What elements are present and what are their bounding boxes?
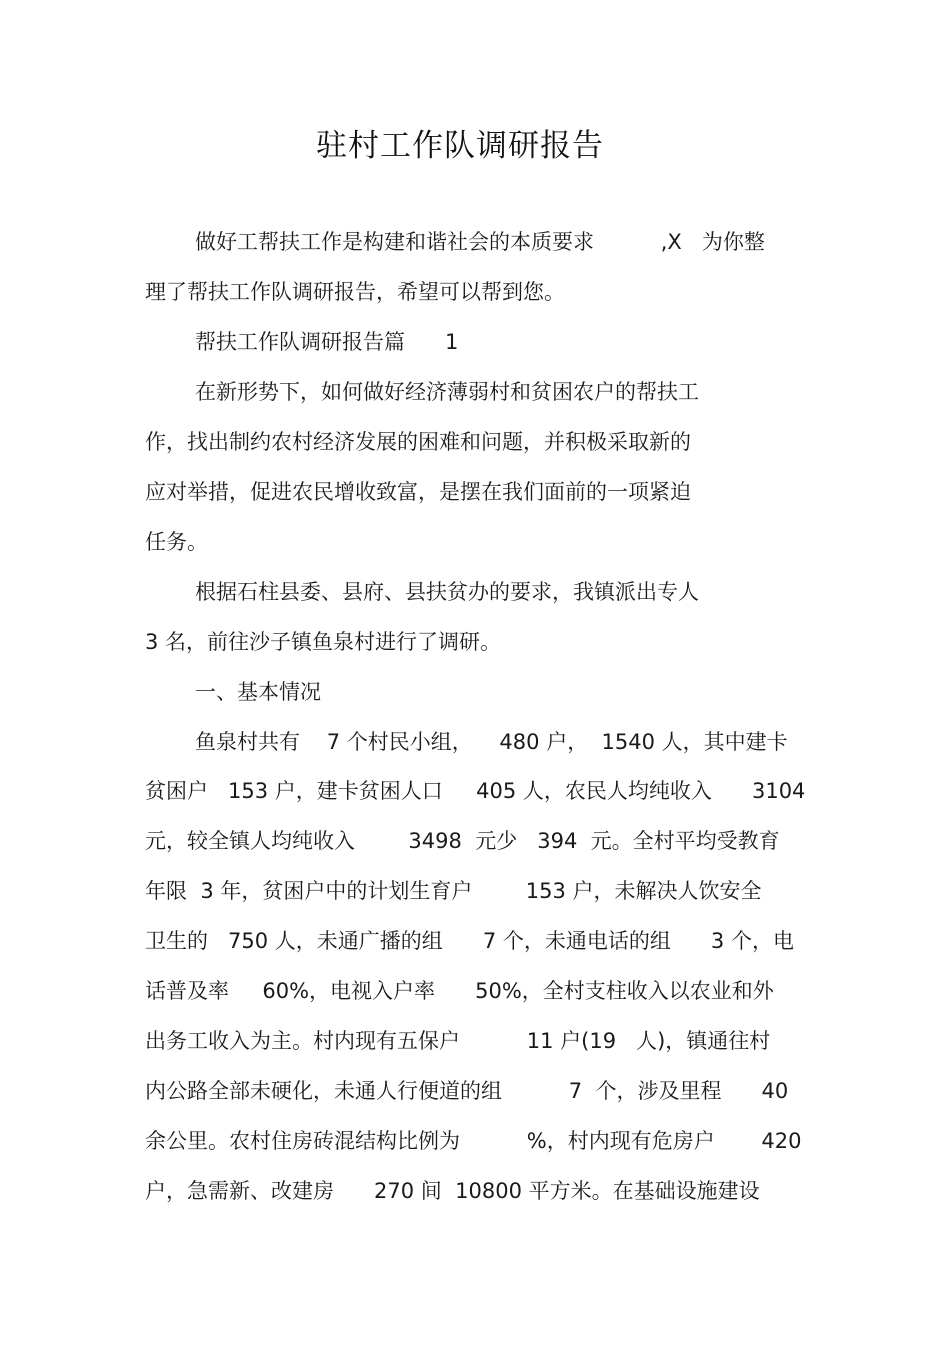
paragraph-line: 应对举措，促进农民增收致富，是摆在我们面前的一项紧迫	[145, 480, 691, 504]
paragraph-line: 贫困户 153 户，建卡贫困人口 405 人，农民人均纯收入 3104	[145, 779, 806, 803]
paragraph-line: 3 名，前往沙子镇鱼泉村进行了调研。	[145, 630, 502, 654]
section-heading: 一、基本情况	[195, 680, 321, 704]
document-title: 驻村工作队调研报告	[316, 128, 604, 164]
paragraph-line: 鱼泉村共有 7 个村民小组， 480 户， 1540 人，其中建卡	[195, 730, 788, 754]
paragraph-line: 余公里。农村住房砖混结构比例为 %，村内现有危房户 420	[145, 1129, 802, 1153]
paragraph-line: 内公路全部未硬化，未通人行便道的组 7 个，涉及里程 40	[145, 1079, 789, 1103]
paragraph-line: 话普及率 60%，电视入户率 50%，全村支柱收入以农业和外	[145, 979, 774, 1003]
paragraph-line: 出务工收入为主。村内现有五保户 11 户(19 人)，镇通往村	[145, 1029, 771, 1053]
paragraph-line: 元，较全镇人均纯收入 3498 元少 394 元。全村平均受教育	[145, 829, 780, 853]
paragraph-line: 年限 3 年，贫困户中的计划生育户 153 户，未解决人饮安全	[145, 879, 762, 903]
paragraph-line: 作，找出制约农村经济发展的困难和问题，并积极采取新的	[145, 430, 691, 454]
paragraph-line: 理了帮扶工作队调研报告，希望可以帮到您。	[145, 280, 565, 304]
section-heading: 帮扶工作队调研报告篇 1	[195, 330, 459, 354]
paragraph-line: 根据石柱县委、县府、县扶贫办的要求，我镇派出专人	[195, 580, 699, 604]
paragraph-line: 户，急需新、改建房 270 间 10800 平方米。在基础设施建设	[145, 1179, 760, 1203]
paragraph-line: 在新形势下，如何做好经济薄弱村和贫困农户的帮扶工	[195, 380, 699, 404]
paragraph-line: 做好工帮扶工作是构建和谐社会的本质要求 ,X 为你整	[195, 230, 765, 254]
paragraph-line: 卫生的 750 人，未通广播的组 7 个，未通电话的组 3 个，电	[145, 929, 794, 953]
paragraph-line: 任务。	[145, 530, 208, 554]
